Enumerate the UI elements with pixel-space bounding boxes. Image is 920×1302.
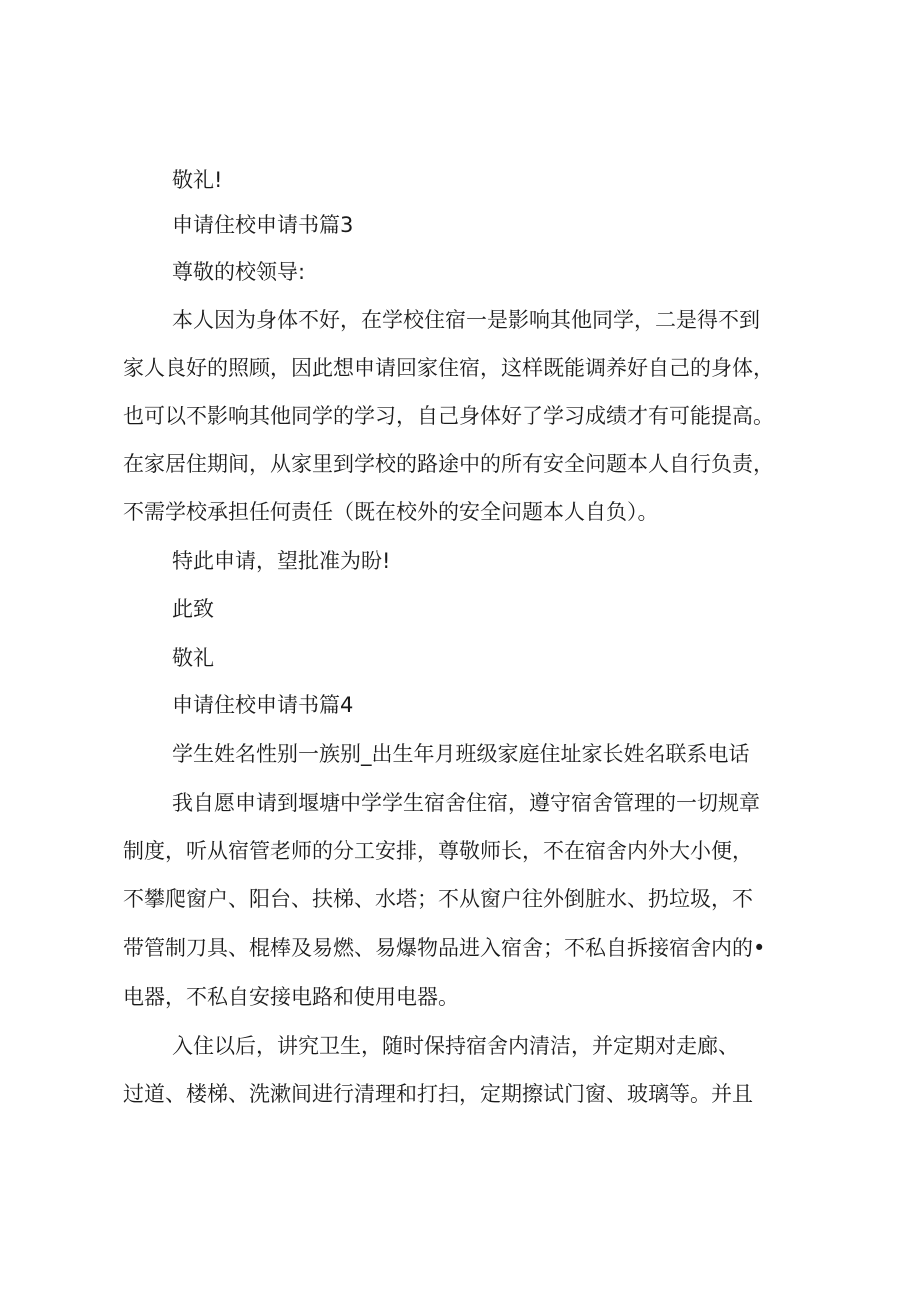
- salutation: 尊敬的校领导:: [172, 260, 306, 284]
- paragraph-line: 本人因为身体不好，在学校住宿一是影响其他同学，二是得不到: [172, 308, 760, 332]
- form-fields-line: 学生姓名性别一族别_出生年月班级家庭住址家长姓名联系电话: [172, 742, 750, 766]
- closing-salute: 敬礼!: [172, 168, 223, 192]
- paragraph-line: 制度，听从宿管老师的分工安排，尊敬师长，不在宿舍内外大小便，: [123, 839, 753, 863]
- request-line: 特此申请，望批准为盼!: [172, 549, 391, 573]
- paragraph-line: 电器，不私自安接电路和使用电器。: [123, 985, 459, 1009]
- paragraph-line: 不需学校承担任何责任（既在校外的安全问题本人自负）。: [123, 500, 659, 524]
- closing-line: 此致: [172, 597, 214, 621]
- paragraph-line: 入住以后，讲究卫生，随时保持宿舍内清洁，并定期对走廊、: [172, 1034, 739, 1058]
- paragraph-line: 也可以不影响其他同学的学习，自己身体好了学习成绩才有可能提高。: [123, 404, 774, 428]
- paragraph-line: 带管制刀具、棍棒及易燃、易爆物品进入宿舍；不私自拆接宿舍内的•: [123, 936, 766, 960]
- paragraph-line: 不攀爬窗户、阳台、扶梯、水塔；不从窗户往外倒脏水、扔垃圾，不: [123, 887, 753, 911]
- closing-line: 敬礼: [172, 646, 214, 670]
- paragraph-line: 在家居住期间，从家里到学校的路途中的所有安全问题本人自行负责，: [123, 452, 774, 476]
- paragraph-line: 过道、楼梯、洗漱间进行清理和打扫，定期擦试门窗、玻璃等。并且: [123, 1082, 753, 1106]
- paragraph-line: 家人良好的照顾，因此想申请回家住宿，这样既能调养好自己的身体，: [123, 356, 774, 380]
- section-3-heading: 申请住校申请书篇3: [172, 213, 354, 237]
- section-4-heading: 申请住校申请书篇4: [172, 693, 354, 717]
- paragraph-line: 我自愿申请到堰塘中学学生宿舍住宿，遵守宿舍管理的一切规章: [172, 791, 760, 815]
